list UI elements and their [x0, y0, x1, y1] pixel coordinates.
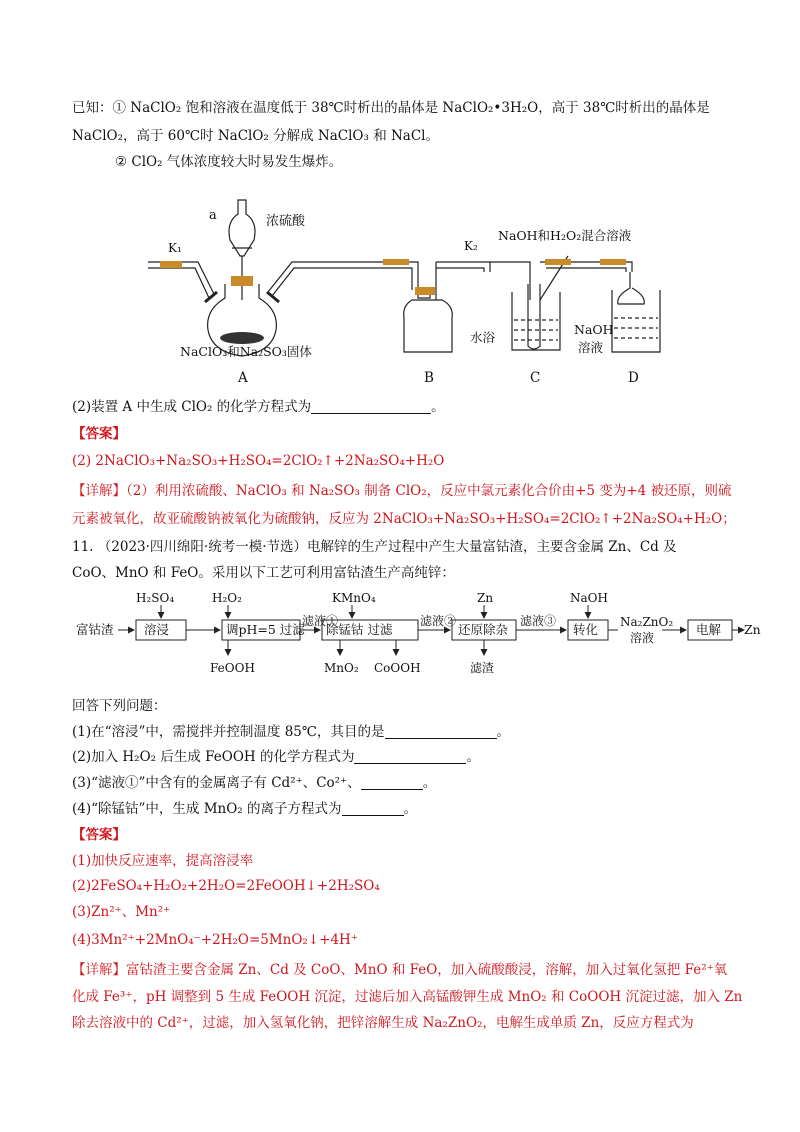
q2-answer: (2) 2NaClO₃+Na₂SO₃+H₂SO₄=2ClO₂↑+2Na₂SO₄+H₂O	[72, 453, 445, 469]
answer-2: (2)2FeSO₄+H₂O₂+2H₂O=2FeOOH↓+2H₂SO₄	[72, 878, 380, 894]
flow-start: 富钴渣	[76, 622, 114, 637]
question-2: (2)加入 H₂O₂ 后生成 FeOOH 的化学方程式为 。	[72, 749, 480, 765]
answer-4: (4)3Mn²⁺+2MnO₄⁻+2H₂O=5MnO₂↓+4H⁺	[72, 932, 358, 948]
flow-product-mno2: MnO₂	[324, 661, 359, 675]
answers-detail-1: 【详解】富钴渣主要含金属 Zn、Cd 及 CoO、MnO 和 FeO，加入硫酸酸浸，溶解，加入过氧化氢把 Fe²⁺氧	[72, 962, 728, 978]
flow-box-electrolysis: 电解	[696, 622, 722, 637]
label-B: B	[424, 370, 434, 386]
known-line-1: 已知：① NaClO₂ 饱和溶液在温度低于 38℃时析出的晶体是 NaClO₂•3H₂O，高于 38℃时析出的晶体是	[72, 100, 710, 116]
answers-detail-3: 除去溶液中的 Cd²⁺，过滤，加入氢氧化钠，把锌溶解生成 Na₂ZnO₂，电解生成单质 Zn，反应方程式为	[72, 1015, 694, 1031]
known-line-2: NaClO₂，高于 60℃时 NaClO₂ 分解成 NaClO₃ 和 NaCl。	[72, 128, 439, 144]
q2-question: (2)装置 A 中生成 ClO₂ 的化学方程式为 。	[72, 399, 445, 415]
flow-input-kmno4: KMnO₄	[332, 591, 376, 605]
label-conc-acid: 浓硫酸	[266, 214, 306, 229]
flow-box-convert: 转化	[573, 622, 599, 637]
label-k2: K₂	[464, 239, 478, 253]
label-A: A	[238, 370, 248, 386]
flow-na2zno2: Na₂ZnO₂	[620, 615, 674, 629]
label-k1: K₁	[168, 241, 182, 255]
known-line-3: ② ClO₂ 气体浓度较大时易发生爆炸。	[115, 154, 343, 170]
flow-solution: 溶液	[630, 631, 655, 645]
flow-filtrate-1: 滤液①	[302, 614, 339, 628]
q2-detail-2: 元素被氧化，故亚硫酸钠被氧化为硫酸钠，反应为 2NaClO₃+Na₂SO₃+H₂SO₄=2ClO₂↑+2Na₂SO₄+H₂O；	[72, 511, 736, 527]
flow-filtrate-3: 滤液③	[520, 614, 557, 628]
flow-product-residue: 滤渣	[470, 661, 495, 675]
flow-input-naoh: NaOH	[570, 591, 608, 605]
answer-3: (3)Zn²⁺、Mn²⁺	[72, 904, 171, 920]
answers-detail-2: 化成 Fe³⁺，pH 调整到 5 生成 FeOOH 沉淀，过滤后加入高锰酸钾生成 MnO₂ 和 CoOOH 沉淀过滤，加入 Zn	[72, 989, 743, 1005]
flow-box-ph: 调pH=5 过滤	[226, 622, 305, 637]
flow-box-mnco: 除锰钴 过滤	[326, 622, 393, 637]
apparatus-diagram	[0, 0, 800, 400]
flow-product-feooh: FeOOH	[210, 661, 255, 675]
q2-detail-1: 【详解】（2）利用浓硫酸、NaClO₃ 和 Na₂SO₃ 制备 ClO₂，反应中氯元素化合价由+5 变为+4 被还原，则硫	[72, 483, 732, 499]
question-1: (1)在“溶浸”中，需搅拌并控制温度 85℃，其目的是 。	[72, 724, 510, 740]
label-water-bath: 水浴	[470, 330, 496, 345]
q2-answer-tag: 【答案】	[72, 426, 126, 442]
flow-filtrate-2: 滤液②	[420, 614, 457, 628]
question-4: (4)“除锰钴”中，生成 MnO₂ 的离子方程式为 。	[72, 801, 418, 817]
answers-tag: 【答案】	[72, 827, 126, 843]
label-C: C	[530, 370, 541, 386]
flow-input-h2o2: H₂O₂	[212, 591, 242, 605]
question-3: (3)“滤液①”中含有的金属离子有 Cd²⁺、Co²⁺、 。	[72, 775, 437, 791]
q11-intro-1: 11. （2023·四川绵阳·统考一模·节选）电解锌的生产过程中产生大量富钴渣，主要含金属 Zn、Cd 及	[72, 539, 677, 555]
q11-intro-2: CoO、MnO 和 FeO。采用以下工艺可利用富钴渣生产高纯锌：	[72, 565, 455, 581]
answer-1: (1)加快反应速率，提高溶浸率	[72, 853, 254, 869]
questions-lead: 回答下列问题：	[72, 698, 167, 714]
label-mix-solution: NaOH和H₂O₂混合溶液	[498, 228, 632, 243]
label-naoh: NaOH	[574, 322, 614, 337]
flow-input-zn: Zn	[477, 591, 494, 605]
flow-input-h2so4: H₂SO₄	[136, 591, 175, 605]
flow-output-zn: Zn	[744, 622, 761, 637]
label-solution: 溶液	[578, 340, 604, 355]
label-solids: NaClO₃和Na₂SO₃固体	[180, 344, 312, 359]
label-a: a	[209, 208, 217, 223]
flow-box-leach: 溶浸	[144, 622, 170, 637]
label-D: D	[628, 370, 639, 386]
flow-box-reduce: 还原除杂	[458, 622, 509, 637]
flow-product-coooh: CoOOH	[374, 661, 421, 675]
